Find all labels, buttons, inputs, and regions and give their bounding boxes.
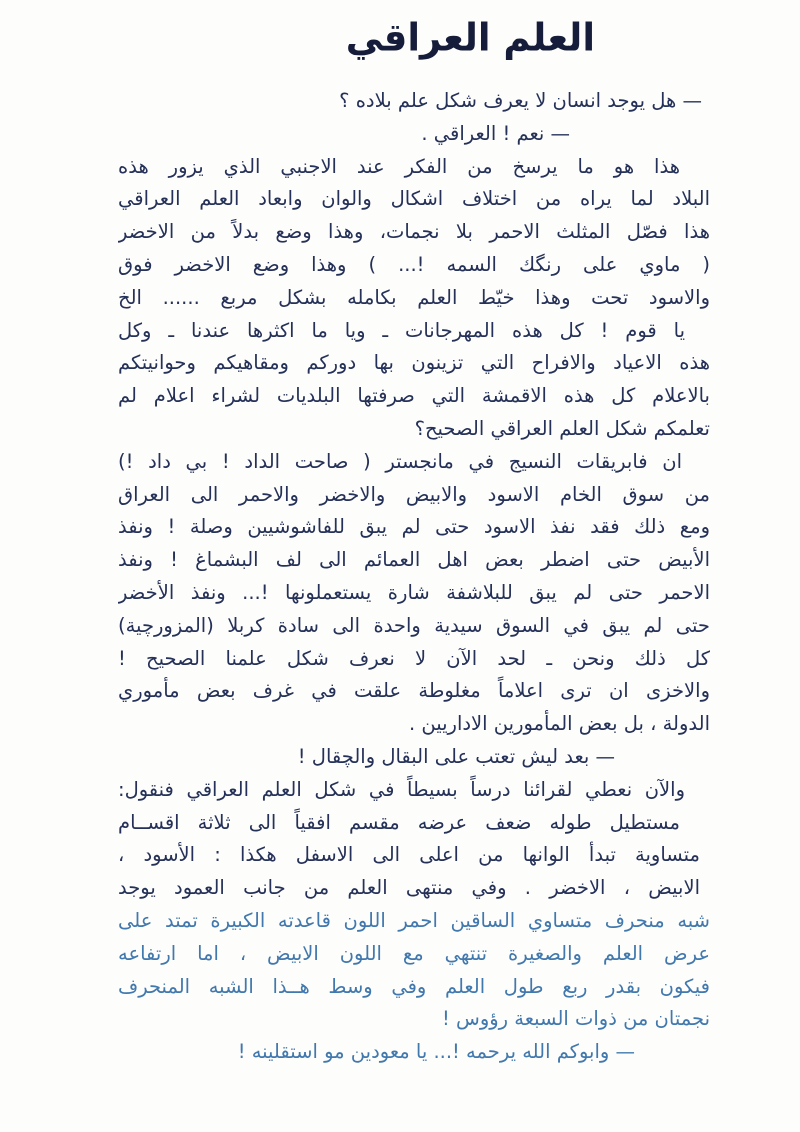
text-line: — بعد ليش تعتب على البقال والچقال ! (297, 744, 615, 768)
text-line: تعلمكم شكل العلم العراقي الصحيح؟ (414, 416, 710, 440)
text-line: والاسود تحت وهذا خيّط العلم بكامله بشكل مربع ...... الخ (118, 285, 710, 309)
text-line: هذا هو ما يرسخ من الفكر عند الاجنبي الذي يزور هذه (118, 154, 680, 178)
text-line: والاخزى ان ترى اعلاماً مغلوطة علقت في غرف بعض مأموري (118, 679, 710, 703)
text-line: كل ذلك ونحن ـ لحد الآن لا نعرف شكل علمنا الصحيح ! (118, 646, 710, 670)
text-line: شبه منحرف متساوي الساقين احمر اللون قاعدته الكبيرة تمتد على (118, 908, 710, 932)
text-line: عرض العلم والصغيرة تنتهي مع اللون الابيض ، اما ارتفاعه (118, 941, 710, 965)
text-line: متساوية تبدأ الوانها من اعلى الى الاسفل هكذا : الأسود ، (118, 843, 700, 867)
text-line: فيكون بقدر ربع طول العلم وفي وسط هــذا الشبه المنحرف (118, 974, 710, 998)
text-line: الاحمر حتى لم يبق للبلاشفة شارة يستعملونها !... ونفذ الأخضر (118, 580, 710, 604)
text-line: نجمتان من ذوات السبعة رؤوس ! (442, 1007, 710, 1031)
text-line: ( ماوي على رنگك السمه !... ) وهذا وضع الاخضر فوق (118, 252, 710, 276)
text-line: البلاد لما يراه من اختلاف اشكال والوان وابعاد العلم العراقي (118, 187, 710, 211)
text-line: الأبيض حتى اضطر بعض اهل العمائم الى لف البشماغ ! ونفذ (118, 548, 710, 572)
text-line: يا قوم ! كل هذه المهرجانات ـ ويا ما اكثرها عندنا ـ وكل (118, 318, 685, 342)
text-line: — نعم ! العراقي . (421, 121, 570, 145)
article-body (118, 85, 710, 1069)
text-line: حتى لم يبق في السوق سيدية واحدة الى سادة كربلا (المزورچية) (118, 613, 710, 637)
text-line: ان فابريقات النسيج في مانجستر ( صاحت الداد ! بي داد !) (118, 449, 682, 473)
text-line: هذه الاعياد والافراح التي تزينون بها دوركم ومقاهيكم وحوانيتكم (118, 351, 710, 375)
text-line: الابيض ، الاخضر . وفي منتهى العلم من جانب العمود يوجد (118, 876, 700, 900)
text-line: الدولة ، بل بعض المأمورين الاداريين . (408, 712, 710, 736)
text-line: مستطيل طوله ضعف عرضه مقسم افقياً الى ثلاثة اقســام (118, 810, 680, 834)
text-line: ومع ذلك فقد نفذ الاسود حتى لم يبق للفاشوشيين وصلة ! ونفذ (118, 515, 710, 539)
text-line: — وابوكم الله يرحمه !... يا معودين مو استقلينه ! (237, 1040, 635, 1064)
text-line: والآن نعطي لقرائنا درساً بسيطاً في شكل العلم العراقي فنقول: (118, 777, 685, 801)
text-line: من سوق الخام الاسود والابيض والاخضر والاحمر الى العراق (118, 482, 710, 506)
text-line: بالاعلام كل هذه الاقمشة التي صرفتها البلديات لشراء اعلام لم (118, 384, 710, 408)
article-title: العلم العراقي (345, 15, 595, 60)
text-line: — هل يوجد انسان لا يعرف شكل علم بلاده ؟ (339, 89, 702, 112)
text-line: هذا فصّل المثلث الاحمر بلا نجمات، وهذا وضع بدلاً من الاخضر (118, 220, 710, 244)
